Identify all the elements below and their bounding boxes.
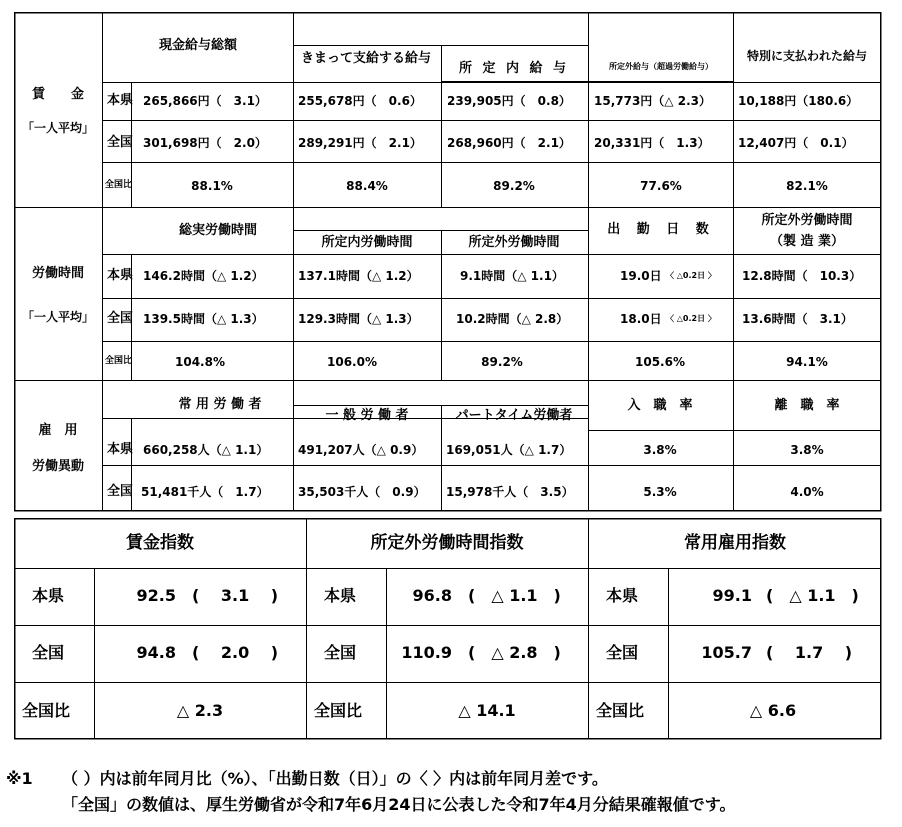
- row-label-national: 全国: [107, 484, 134, 499]
- table-cell: 13.6時間（ 3.1）: [742, 312, 853, 326]
- table-cell-diff: 〈 △0.2日 〉: [666, 314, 716, 323]
- row-label-ratio: 全国比: [105, 180, 133, 190]
- index-change: ( 3.1 ): [192, 586, 279, 605]
- index-ratio: △ 2.3: [176, 701, 224, 720]
- footnote-mark: ※1: [6, 769, 33, 788]
- row-label-ratio: 全国比: [105, 356, 133, 366]
- table-cell: 10.2時間（△ 2.8）: [456, 312, 569, 326]
- index-change: ( △ 1.1 ): [766, 586, 859, 605]
- index-value: 94.8: [136, 643, 176, 662]
- table-cell: 12,407円（ 0.1）: [738, 136, 854, 150]
- row-label-prefecture: 本県: [107, 442, 134, 457]
- table-cell: 146.2時間（△ 1.2）: [143, 269, 264, 283]
- table-cell: 94.1%: [786, 355, 828, 369]
- row-label-ratio: 全国比: [314, 701, 363, 720]
- index-change: ( 2.0 ): [192, 643, 279, 662]
- header-wage-index: 賃金指数: [126, 533, 194, 553]
- table-cell: 289,291円（ 2.1）: [298, 136, 422, 150]
- table-cell-diff: 〈 △0.2日 〉: [666, 271, 716, 280]
- table-cell: 129.3時間（△ 1.3）: [298, 312, 419, 326]
- row-label-prefecture: 本県: [32, 586, 65, 605]
- table-cell: 105.6%: [635, 355, 685, 369]
- table-cell: 89.2%: [493, 179, 535, 193]
- table-cell: 77.6%: [640, 179, 682, 193]
- index-value: 110.9: [401, 643, 452, 662]
- table-cell: 5.3%: [643, 485, 677, 499]
- table-cell: 51,481千人（ 1.7）: [141, 485, 269, 499]
- row-label-national: 全国: [606, 643, 639, 662]
- hours-section-sublabel: 「一人平均」: [21, 310, 95, 324]
- row-label-national: 全国: [32, 643, 65, 662]
- employment-section-sublabel: 労働異動: [31, 459, 85, 474]
- header-separation-rate: 離 職 率: [774, 398, 840, 413]
- index-value: 105.7: [701, 643, 752, 662]
- header-regular-workers: 常 用 労 働 者: [178, 397, 262, 412]
- table-cell: 301,698円（ 2.0）: [143, 136, 267, 150]
- table-cell: 265,866円（ 3.1）: [143, 94, 267, 108]
- header-mfg-overtime: 所定外労働時間: [761, 213, 853, 228]
- table-cell: 3.8%: [790, 443, 824, 457]
- header-regular-pay: きまって支給する給与: [300, 51, 432, 66]
- table-cell: 169,051人（△ 1.7）: [446, 443, 572, 457]
- employment-section-label: 雇 用: [38, 423, 78, 438]
- index-value: 99.1: [712, 586, 752, 605]
- row-label-national: 全国: [107, 135, 134, 150]
- table-cell: 88.4%: [346, 179, 388, 193]
- table-cell: 82.1%: [786, 179, 828, 193]
- table-cell: 660,258人（△ 1.1）: [143, 443, 269, 457]
- table-cell: 239,905円（ 0.8）: [447, 94, 571, 108]
- table-cell: 3.8%: [643, 443, 677, 457]
- header-hire-rate: 入 職 率: [627, 398, 693, 413]
- row-label-prefecture: 本県: [606, 586, 639, 605]
- table-cell: 15,773円（△ 2.3）: [594, 94, 711, 108]
- row-label-prefecture: 本県: [107, 93, 134, 108]
- index-value: 92.5: [136, 586, 176, 605]
- header-work-days: 出 勤 日 数: [607, 222, 715, 237]
- row-label-ratio: 全国比: [22, 701, 71, 720]
- row-label-prefecture: 本県: [324, 586, 357, 605]
- header-scheduled-pay: 所 定 内 給 与: [458, 61, 570, 76]
- header-general-workers: 一 般 労 働 者: [325, 408, 409, 423]
- table-cell: 9.1時間（△ 1.1）: [460, 269, 564, 283]
- index-value: 96.8: [412, 586, 452, 605]
- table-cell: 268,960円（ 2.1）: [447, 136, 571, 150]
- index-change: ( △ 2.8 ): [468, 643, 561, 662]
- header-overtime-index: 所定外労働時間指数: [370, 533, 524, 553]
- table-cell: 20,331円（ 1.3）: [594, 136, 710, 150]
- table-cell: 139.5時間（△ 1.3）: [143, 312, 264, 326]
- table-cell: 106.0%: [327, 355, 377, 369]
- header-total-hours: 総実労働時間: [178, 223, 258, 238]
- wages-section-sublabel: 「一人平均」: [21, 121, 95, 135]
- table-cell: 137.1時間（△ 1.2）: [298, 269, 419, 283]
- index-change: ( 1.7 ): [766, 643, 853, 662]
- table-cell: 19.0日: [620, 269, 662, 283]
- index-ratio: △ 14.1: [458, 701, 516, 720]
- table-cell: 12.8時間（ 10.3）: [742, 269, 862, 283]
- table-cell: 15,978千人（ 3.5）: [446, 485, 574, 499]
- header-overtime-hours: 所定外労働時間: [468, 235, 560, 250]
- table-cell: 10,188円（180.6）: [738, 94, 859, 108]
- header-scheduled-hours: 所定内労働時間: [321, 235, 413, 250]
- table-cell: 35,503千人（ 0.9）: [298, 485, 426, 499]
- row-label-national: 全国: [107, 311, 134, 326]
- row-label-ratio: 全国比: [596, 701, 645, 720]
- table-cell: 4.0%: [790, 485, 824, 499]
- index-change: ( △ 1.1 ): [468, 586, 561, 605]
- footnote-line-1: （ ）内は前年同月比（%）、「出勤日数（日）」の〈 〉内は前年同月差です。: [62, 769, 608, 788]
- header-mfg-label: （製 造 業）: [769, 234, 845, 249]
- hours-section-label: 労働時間: [31, 266, 85, 281]
- row-label-prefecture: 本県: [107, 268, 134, 283]
- footnote-line-2: 「全国」の数値は、厚生労働省が令和7年6月24日に公表した令和7年4月分結果確報値です。: [62, 795, 736, 814]
- header-overtime-pay: 所定外給与（超過労働給与）: [609, 62, 713, 71]
- header-employment-index: 常用雇用指数: [684, 533, 786, 553]
- index-ratio: △ 6.6: [749, 701, 797, 720]
- table-cell: 89.2%: [481, 355, 523, 369]
- header-part-time-workers: パートタイム労働者: [455, 408, 573, 423]
- header-cash-wages: 現金給与総額: [158, 38, 238, 53]
- wages-section-label: 賃 金: [31, 87, 85, 102]
- row-label-national: 全国: [324, 643, 357, 662]
- table-cell: 104.8%: [175, 355, 225, 369]
- table-cell: 255,678円（ 0.6）: [298, 94, 422, 108]
- table-cell: 491,207人（△ 0.9）: [298, 443, 424, 457]
- table-cell: 18.0日: [620, 312, 662, 326]
- header-special-pay: 特別に支払われた給与: [746, 49, 868, 63]
- table-cell: 88.1%: [191, 179, 233, 193]
